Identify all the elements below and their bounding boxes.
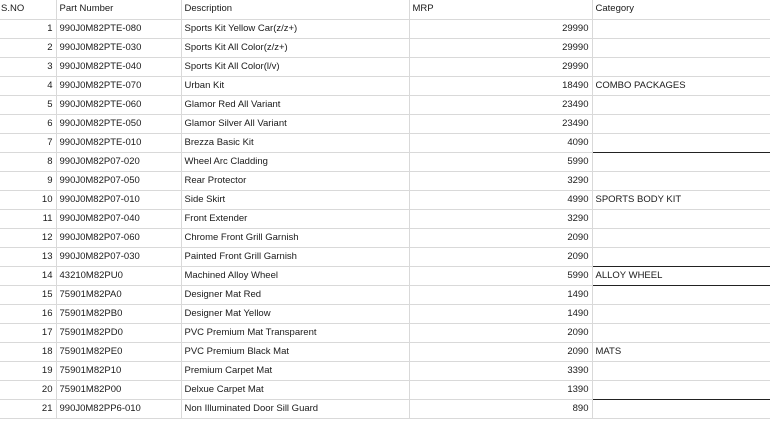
table-row: [0, 380, 770, 399]
table-row: [0, 95, 770, 114]
cell-part-number[interactable]: 75901M82PA0: [56, 285, 181, 304]
cell-mrp[interactable]: 2090: [409, 228, 592, 247]
cell-part-number[interactable]: 990J0M82PTE-060: [56, 95, 181, 114]
cell-sno[interactable]: 16: [0, 304, 56, 323]
header-sno[interactable]: S.NO: [0, 0, 56, 19]
cell-description[interactable]: Glamor Silver All Variant: [181, 114, 409, 133]
header-description[interactable]: Description: [181, 0, 409, 19]
cell-mrp[interactable]: 29990: [409, 57, 592, 76]
cell-part-number[interactable]: 990J0M82P07-050: [56, 171, 181, 190]
cell-mrp[interactable]: 29990: [409, 38, 592, 57]
cell-sno[interactable]: 6: [0, 114, 56, 133]
table-row: [0, 190, 770, 209]
cell-mrp[interactable]: 2090: [409, 323, 592, 342]
cell-sno[interactable]: 21: [0, 399, 56, 418]
header-row: [0, 0, 770, 19]
table-row: [0, 285, 770, 304]
header-category[interactable]: Category: [592, 0, 770, 19]
cell-part-number[interactable]: 990J0M82P07-060: [56, 228, 181, 247]
table-row: [0, 342, 770, 361]
cell-description[interactable]: Premium Carpet Mat: [181, 361, 409, 380]
cell-mrp[interactable]: 23490: [409, 114, 592, 133]
cell-part-number[interactable]: 990J0M82PTE-030: [56, 38, 181, 57]
cell-category[interactable]: SPORTS BODY KIT: [592, 190, 770, 209]
table-row: [0, 76, 770, 95]
cell-sno[interactable]: 8: [0, 152, 56, 171]
table-row: [0, 152, 770, 171]
cell-description[interactable]: Sports Kit Yellow Car(z/z+): [181, 19, 409, 38]
table-row: [0, 133, 770, 152]
cell-part-number[interactable]: 75901M82P00: [56, 380, 181, 399]
cell-category[interactable]: MATS: [592, 342, 770, 361]
cell-part-number[interactable]: 990J0M82PTE-050: [56, 114, 181, 133]
cell-category[interactable]: [592, 95, 770, 114]
cell-mrp[interactable]: 4090: [409, 133, 592, 152]
cell-category[interactable]: ALLOY WHEEL: [592, 266, 770, 285]
cell-part-number[interactable]: 990J0M82PTE-070: [56, 76, 181, 95]
cell-mrp[interactable]: 1490: [409, 285, 592, 304]
cell-description[interactable]: Sports Kit All Color(l/v): [181, 57, 409, 76]
table-row: [0, 38, 770, 57]
cell-part-number[interactable]: 990J0M82P07-010: [56, 190, 181, 209]
cell-category[interactable]: [592, 247, 770, 266]
cell-description[interactable]: Sports Kit All Color(z/z+): [181, 38, 409, 57]
cell-sno[interactable]: 9: [0, 171, 56, 190]
cell-part-number[interactable]: 75901M82PB0: [56, 304, 181, 323]
table-row: [0, 114, 770, 133]
table-row: [0, 171, 770, 190]
cell-part-number[interactable]: 43210M82PU0: [56, 266, 181, 285]
cell-mrp[interactable]: 1390: [409, 380, 592, 399]
cell-sno[interactable]: 20: [0, 380, 56, 399]
cell-category[interactable]: [592, 323, 770, 342]
cell-mrp[interactable]: 3290: [409, 171, 592, 190]
cell-sno[interactable]: 10: [0, 190, 56, 209]
cell-sno[interactable]: 12: [0, 228, 56, 247]
cell-description[interactable]: Side Skirt: [181, 190, 409, 209]
cell-description[interactable]: Chrome Front Grill Garnish: [181, 228, 409, 247]
table-row: [0, 399, 770, 418]
cell-sno[interactable]: 2: [0, 38, 56, 57]
cell-part-number[interactable]: 75901M82PD0: [56, 323, 181, 342]
cell-description[interactable]: Front Extender: [181, 209, 409, 228]
header-part-number[interactable]: Part Number: [56, 0, 181, 19]
cell-description[interactable]: Designer Mat Yellow: [181, 304, 409, 323]
cell-description[interactable]: Wheel Arc Cladding: [181, 152, 409, 171]
table-row: [0, 361, 770, 380]
cell-mrp[interactable]: 5990: [409, 152, 592, 171]
cell-part-number[interactable]: 990J0M82PP6-010: [56, 399, 181, 418]
cell-mrp[interactable]: 2090: [409, 247, 592, 266]
table-row: [0, 247, 770, 266]
cell-category[interactable]: [592, 114, 770, 133]
cell-mrp[interactable]: 29990: [409, 19, 592, 38]
cell-part-number[interactable]: 990J0M82P07-030: [56, 247, 181, 266]
cell-description[interactable]: Designer Mat Red: [181, 285, 409, 304]
cell-sno[interactable]: 18: [0, 342, 56, 361]
cell-description[interactable]: Brezza Basic Kit: [181, 133, 409, 152]
cell-category[interactable]: [592, 285, 770, 304]
cell-category[interactable]: [592, 171, 770, 190]
cell-mrp[interactable]: 4990: [409, 190, 592, 209]
cell-description[interactable]: Painted Front Grill Garnish: [181, 247, 409, 266]
table-row: [0, 323, 770, 342]
table-row: [0, 57, 770, 76]
cell-mrp[interactable]: 890: [409, 399, 592, 418]
cell-mrp[interactable]: 1490: [409, 304, 592, 323]
cell-sno[interactable]: 7: [0, 133, 56, 152]
cell-mrp[interactable]: 23490: [409, 95, 592, 114]
cell-description[interactable]: Non Illuminated Door Sill Guard: [181, 399, 409, 418]
cell-mrp[interactable]: 2090: [409, 342, 592, 361]
cell-category[interactable]: [592, 304, 770, 323]
cell-category[interactable]: [592, 38, 770, 57]
cell-mrp[interactable]: 5990: [409, 266, 592, 285]
cell-mrp[interactable]: 3290: [409, 209, 592, 228]
cell-part-number[interactable]: 990J0M82P07-020: [56, 152, 181, 171]
cell-sno[interactable]: 17: [0, 323, 56, 342]
cell-category[interactable]: [592, 399, 770, 418]
cell-description[interactable]: Delxue Carpet Mat: [181, 380, 409, 399]
table-row: [0, 304, 770, 323]
cell-sno[interactable]: 5: [0, 95, 56, 114]
table-body: [0, 19, 770, 418]
table-row: [0, 209, 770, 228]
cell-category[interactable]: COMBO PACKAGES: [592, 76, 770, 95]
cell-sno[interactable]: 11: [0, 209, 56, 228]
cell-sno[interactable]: 13: [0, 247, 56, 266]
cell-category[interactable]: [592, 228, 770, 247]
cell-sno[interactable]: 4: [0, 76, 56, 95]
cell-sno[interactable]: 15: [0, 285, 56, 304]
cell-category[interactable]: [592, 19, 770, 38]
cell-category[interactable]: [592, 380, 770, 399]
cell-part-number[interactable]: 990J0M82P07-040: [56, 209, 181, 228]
cell-part-number[interactable]: 990J0M82PTE-040: [56, 57, 181, 76]
table-row: [0, 266, 770, 285]
cell-sno[interactable]: 3: [0, 57, 56, 76]
table-row: [0, 19, 770, 38]
cell-description[interactable]: PVC Premium Mat Transparent: [181, 323, 409, 342]
cell-part-number[interactable]: 75901M82P10: [56, 361, 181, 380]
cell-description[interactable]: Machined Alloy Wheel: [181, 266, 409, 285]
header-mrp[interactable]: MRP: [409, 0, 592, 19]
cell-mrp[interactable]: 3390: [409, 361, 592, 380]
cell-sno[interactable]: 14: [0, 266, 56, 285]
table-row: [0, 228, 770, 247]
cell-description[interactable]: PVC Premium Black Mat: [181, 342, 409, 361]
cell-category[interactable]: [592, 57, 770, 76]
cell-sno[interactable]: 1: [0, 19, 56, 38]
cell-part-number[interactable]: 990J0M82PTE-080: [56, 19, 181, 38]
cell-mrp[interactable]: 18490: [409, 76, 592, 95]
cell-part-number[interactable]: 75901M82PE0: [56, 342, 181, 361]
cell-description[interactable]: Glamor Red All Variant: [181, 95, 409, 114]
cell-part-number[interactable]: 990J0M82PTE-010: [56, 133, 181, 152]
cell-description[interactable]: Urban Kit: [181, 76, 409, 95]
cell-category[interactable]: [592, 209, 770, 228]
cell-category[interactable]: [592, 361, 770, 380]
cell-category[interactable]: [592, 133, 770, 152]
cell-sno[interactable]: 19: [0, 361, 56, 380]
cell-category[interactable]: [592, 152, 770, 171]
cell-description[interactable]: Rear Protector: [181, 171, 409, 190]
